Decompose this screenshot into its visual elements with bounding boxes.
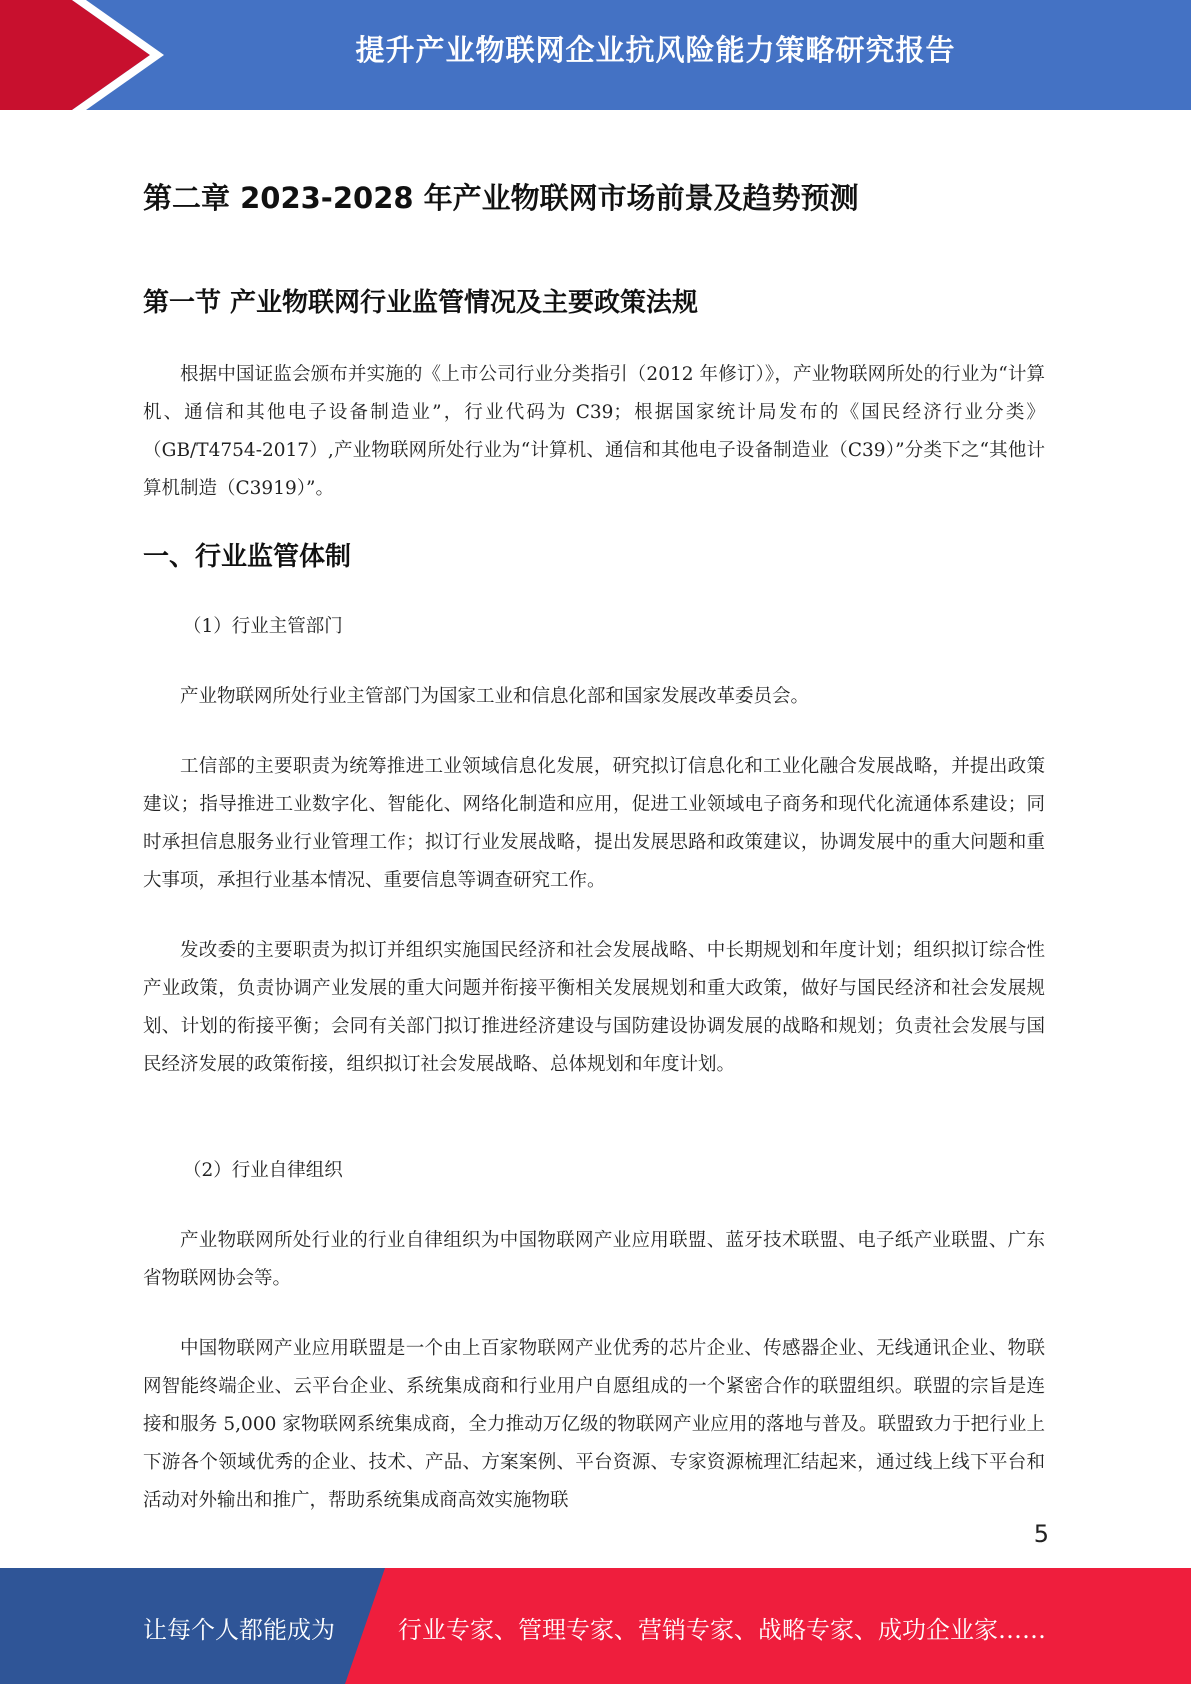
alliance-paragraph: 中国物联网产业应用联盟是一个由上百家物联网产业优秀的芯片企业、传感器企业、无线通讯企业、物联网智能终端企业、云平台企业、系统集成商和行业用户自愿组成的一个紧密合作的联盟组织。联盟的宗旨是连接和服务 5,000 家物联网系统集成商，全力推动万亿级的物联网产业应用的落地与普及。联盟致力于把行业上下游各个领域优秀的企业、技术、产品、方案案例、平台资源、专家资源梳理汇结起来，通过线上线下平台和活动对外输出和推广，帮助系统集成商高效实施物联 (143, 1338, 1045, 1511)
intro-paragraph: 根据中国证监会颁布并实施的《上市公司行业分类指引（2012 年修订）》，产业物联网所处的行业为“计算机、通信和其他电子设备制造业”，行业代码为 C39；根据国家统计局发布的《国民经济行业分类》（GB/T4754-2017）,产业物联网所处行业为“计算机、通信和其他电子设备制造业（C39）”分类下之“其他计算机制造（C3919）”。 (143, 364, 1045, 499)
item-2-paragraph: 产业物联网所处行业的行业自律组织为中国物联网产业应用联盟、蓝牙技术联盟、电子纸产业联盟、广东省物联网协会等。 (143, 1230, 1045, 1289)
header-red-arrow (0, 0, 150, 110)
section-title: 第一节 产业物联网行业监管情况及主要政策法规 (143, 288, 699, 318)
page-header (0, 0, 1191, 110)
chapter-title: 第二章 2023-2028 年产业物联网市场前景及趋势预测 (143, 181, 859, 215)
page-number: 5 (1033, 1520, 1049, 1548)
item-1-label: （1）行业主管部门 (183, 616, 343, 637)
item-2-label: （2）行业自律组织 (183, 1160, 343, 1181)
item-1-paragraph: 产业物联网所处行业主管部门为国家工业和信息化部和国家发展改革委员会。 (180, 686, 810, 707)
subsection-title: 一、行业监管体制 (143, 542, 352, 572)
miit-paragraph: 工信部的主要职责为统筹推进工业领域信息化发展，研究拟订信息化和工业化融合发展战略，并提出政策建议；指导推进工业数字化、智能化、网络化制造和应用，促进工业领域电子商务和现代化流通体系建设；同时承担信息服务业行业管理工作；拟订行业发展战略，提出发展思路和政策建议，协调发展中的重大问题和重大事项，承担行业基本情况、重要信息等调查研究工作。 (143, 756, 1045, 891)
page-footer (0, 1568, 1191, 1684)
ndrc-paragraph: 发改委的主要职责为拟订并组织实施国民经济和社会发展战略、中长期规划和年度计划；组织拟订综合性产业政策，负责协调产业发展的重大问题并衔接平衡相关发展规划和重大政策，做好与国民经济和社会发展规划、计划的衔接平衡；会同有关部门拟订推进经济建设与国防建设协调发展的战略和规划；负责社会发展与国民经济发展的政策衔接，组织拟订社会发展战略、总体规划和年度计划。 (143, 940, 1045, 1075)
footer-slogan-left: 让每个人都能成为 (143, 1616, 335, 1644)
footer-slogan-right: 行业专家、管理专家、营销专家、战略专家、成功企业家…… (398, 1616, 1046, 1644)
report-title: 提升产业物联网企业抗风险能力策略研究报告 (355, 33, 956, 67)
